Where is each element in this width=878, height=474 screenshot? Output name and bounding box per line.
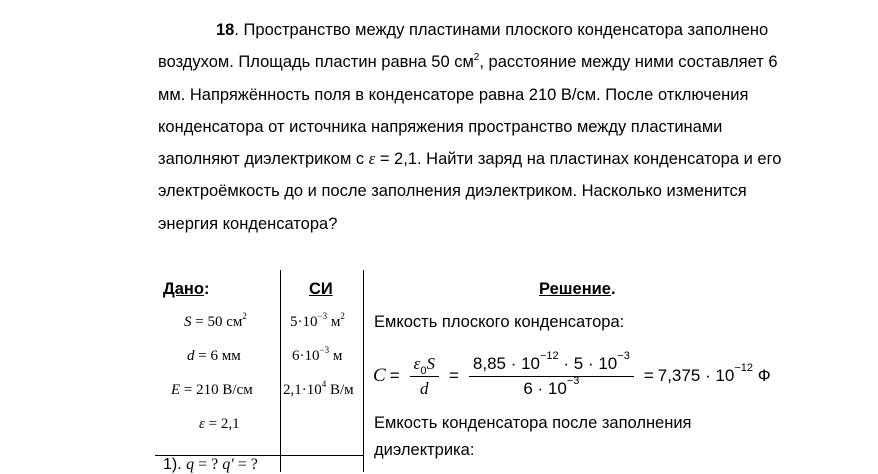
find-line: 1). q = ? q′ = ?	[163, 456, 258, 473]
solution-line-1: Емкость плоского конденсатора:	[374, 313, 625, 331]
si-header: СИ	[309, 280, 333, 298]
given-area: S = 50 $см^2$	[184, 311, 247, 330]
formula-result: $7,375 \cdot 10^{-12}$ Ф	[657, 362, 771, 385]
column-divider-si-solution	[363, 270, 364, 472]
problem-text-3: = 2,1. Найти заряд на пластинах конденсатора и его электроёмкость до и после заполнения диэлектриком. Насколько изменится энергия конденсатора?	[158, 150, 782, 233]
formula-eq-1: =	[389, 366, 400, 385]
formula-fraction-1: $\frac{\varepsilon_0S}{d}$	[410, 354, 439, 399]
given-permittivity: ε = 2,1	[199, 416, 240, 432]
solution-line-3: диэлектрика:	[374, 441, 475, 459]
problem-text-2: , расстояние между ними составляет 6 мм. Напряжённость поля в конденсаторе равна 210 В/см. После отключения конденсатора от источника напряжения пространство между пластинами заполняют диэлектриком с	[158, 53, 778, 169]
problem-area-exponent: 2	[473, 52, 480, 64]
formula-eq-2: =	[448, 366, 459, 385]
formula-eq-3: =	[643, 366, 654, 385]
given-distance: d = 6 мм	[187, 348, 241, 364]
si-area: $5\cdot 10^{-3}$ $м^2$	[290, 311, 345, 330]
given-field-strength: E = 210 В/см	[171, 382, 253, 398]
problem-statement	[158, 14, 798, 240]
column-divider-given-si	[280, 270, 281, 472]
problem-number: 18	[216, 21, 235, 39]
solution-header: Решение.	[539, 280, 616, 298]
formula-fraction-2: $\frac{8,85 \cdot 10^{-12} \cdot 5 \cdot 10^{-3}}{6 \cdot 10^{-3}}$	[469, 354, 634, 399]
epsilon-symbol: ε	[368, 149, 376, 169]
formula-lhs: C	[373, 365, 386, 386]
problem-text-1: . Пространство между пластинами плоского конденсатора заполнено воздухом. Площадь пластин равна 50 см	[158, 21, 769, 72]
solution-line-2: Емкость конденсатора после заполнения	[374, 414, 692, 432]
given-header: Дано:	[163, 280, 210, 298]
si-distance: $6\cdot 10^{-3}$ м	[292, 345, 343, 364]
si-field-strength: $2,1\cdot 10^4$ В/м	[283, 379, 354, 398]
capacitance-formula	[373, 346, 771, 406]
